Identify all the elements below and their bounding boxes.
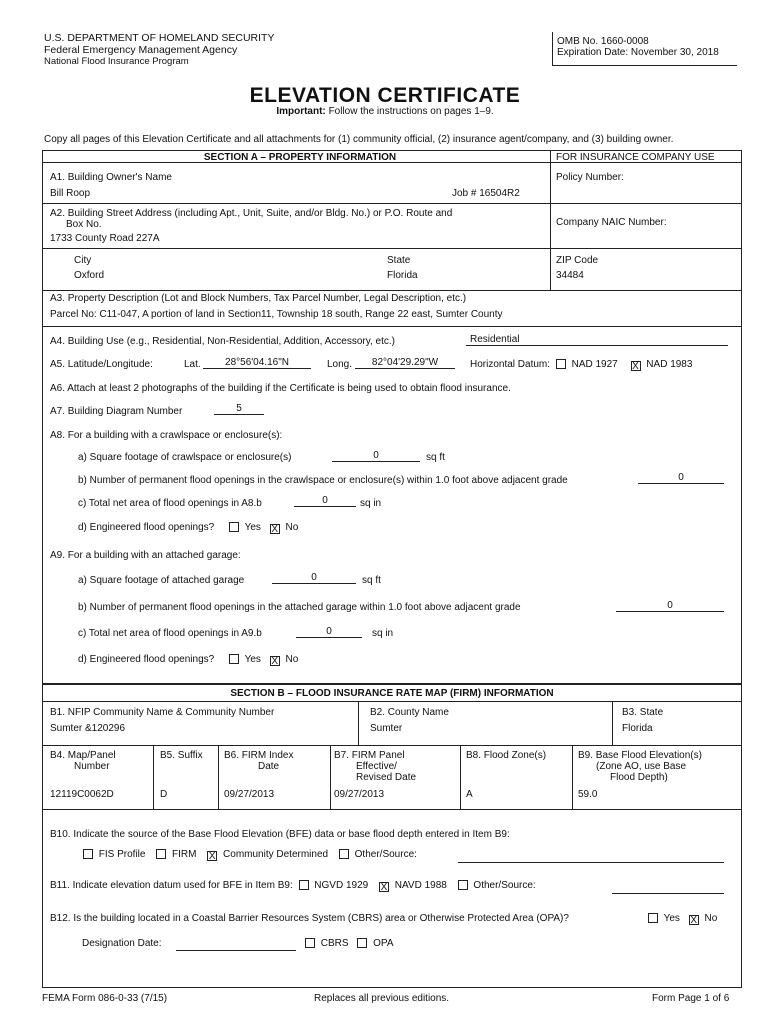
a8c-label: c) Total net area of flood openings in A8.b xyxy=(78,498,262,509)
divider xyxy=(218,745,219,809)
firm-label: FIRM xyxy=(172,849,197,860)
nad1927-checkbox[interactable] xyxy=(556,359,566,369)
zip-label: ZIP Code xyxy=(556,255,599,266)
a9d-yes-checkbox[interactable] xyxy=(229,654,239,664)
opa-checkbox[interactable] xyxy=(357,938,367,948)
no-label: No xyxy=(285,654,299,665)
insurance-use-title: FOR INSURANCE COMPANY USE xyxy=(556,152,715,163)
b8-flood-zone[interactable]: A xyxy=(466,789,473,800)
b5-suffix[interactable]: D xyxy=(160,789,168,800)
city-value[interactable]: Oxford xyxy=(74,270,105,281)
ngvd-label: NGVD 1929 xyxy=(314,880,369,891)
fis-checkbox[interactable] xyxy=(83,849,93,859)
a3-label: A3. Property Description (Lot and Block Numbers, Tax Parcel Number, Legal Description, etc.) xyxy=(50,293,467,304)
important-label: Important: xyxy=(276,106,326,117)
divider xyxy=(42,248,742,249)
datum-label: Horizontal Datum: xyxy=(470,359,551,370)
a7-diagram-number[interactable]: 5 xyxy=(214,403,264,415)
b9-label-cont2: Flood Depth) xyxy=(610,772,668,783)
a9b-value[interactable]: 0 xyxy=(616,600,724,612)
sqft-unit: sq ft xyxy=(426,452,445,463)
a8b-value[interactable]: 0 xyxy=(638,472,724,484)
a8a-label: a) Square footage of crawlspace or enclosure(s) xyxy=(78,452,292,463)
cbrs-checkbox[interactable] xyxy=(305,938,315,948)
other-source-label: Other/Source: xyxy=(354,849,417,860)
b4-label-cont: Number xyxy=(74,761,110,772)
a7-label: A7. Building Diagram Number xyxy=(50,406,183,417)
divider xyxy=(42,326,742,327)
divider xyxy=(42,809,742,810)
a8d-row xyxy=(78,522,298,534)
a6-instruction: A6. Attach at least 2 photographs of the building if the Certificate is being used to obtain flood insurance. xyxy=(50,383,511,394)
b7-panel-date[interactable]: 09/27/2013 xyxy=(334,789,385,800)
divider xyxy=(358,701,359,745)
b11-row xyxy=(50,880,536,892)
cbrs-opa-options xyxy=(302,938,394,949)
b10-options xyxy=(80,849,417,861)
b4-map-panel[interactable]: 12119C0062D xyxy=(50,789,114,800)
important-note xyxy=(0,106,770,117)
section-a-title: SECTION A – PROPERTY INFORMATION xyxy=(203,152,397,163)
b12-no-checkbox[interactable]: X xyxy=(690,915,698,926)
a2-label: A2. Building Street Address (including Apt., Unit, Suite, and/or Bldg. No.) or P.O. Route and xyxy=(50,208,453,219)
omb-number: OMB No. 1660-0008 xyxy=(557,36,649,47)
b1-label: B1. NFIP Community Name & Community Number xyxy=(50,707,275,718)
firm-checkbox[interactable] xyxy=(156,849,166,859)
b12-yes-checkbox[interactable] xyxy=(648,913,658,923)
divider xyxy=(550,150,551,290)
yes-label: Yes xyxy=(244,522,261,533)
designation-date-line[interactable] xyxy=(176,950,296,951)
a1-owner-name[interactable]: Bill Roop xyxy=(50,188,91,199)
b3-state[interactable]: Florida xyxy=(622,723,653,734)
b2-county[interactable]: Sumter xyxy=(370,723,403,734)
a9d-no-checkbox[interactable]: X xyxy=(271,656,279,667)
b11-other-line[interactable] xyxy=(612,893,724,894)
sqin-unit: sq in xyxy=(360,498,382,509)
divider xyxy=(42,203,742,204)
a9d-row xyxy=(78,654,298,666)
other-source-checkbox[interactable] xyxy=(339,849,349,859)
a9-label: A9. For a building with an attached garage: xyxy=(50,550,241,561)
a5-label: A5. Latitude/Longitude: xyxy=(50,359,153,370)
horizontal-datum-label xyxy=(470,359,692,371)
page-number: Form Page 1 of 6 xyxy=(652,993,730,1004)
nad1927-label: NAD 1927 xyxy=(571,359,618,370)
nad1983-label: NAD 1983 xyxy=(646,359,693,370)
b12-label: B12. Is the building located in a Coastal Barrier Resources System (CBRS) area or Otherwise Protected Area (OPA)? xyxy=(50,913,569,924)
naic-number-label[interactable]: Company NAIC Number: xyxy=(556,217,667,228)
yes-label: Yes xyxy=(244,654,261,665)
b11-label: B11. Indicate elevation datum used for BFE in Item B9: xyxy=(50,880,293,891)
form-number: FEMA Form 086-0-33 (7/15) xyxy=(42,993,168,1004)
b9-label-cont: (Zone AO, use Base xyxy=(596,761,687,772)
b10-label: B10. Indicate the source of the Base Flood Elevation (BFE) data or base flood depth entered in Item B9: xyxy=(50,829,510,840)
a4-building-use[interactable]: Residential xyxy=(466,334,728,346)
divider xyxy=(460,745,461,809)
b7-label: B7. FIRM Panel xyxy=(334,750,405,761)
a9c-value[interactable]: 0 xyxy=(296,626,362,638)
b8-label: B8. Flood Zone(s) xyxy=(466,750,547,761)
zip-value[interactable]: 34484 xyxy=(556,270,584,281)
copy-notice: Copy all pages of this Elevation Certificate and all attachments for (1) community official, (2) insurance agent/company, and (3) building owner. xyxy=(44,134,674,145)
b9-label: B9. Base Flood Elevation(s) xyxy=(578,750,702,761)
agency-name: Federal Emergency Management Agency xyxy=(44,43,238,56)
a8-label: A8. For a building with a crawlspace or enclosure(s): xyxy=(50,430,283,441)
b6-firm-index-date[interactable]: 09/27/2013 xyxy=(224,789,275,800)
other-source-line[interactable] xyxy=(458,862,724,863)
a8c-value[interactable]: 0 xyxy=(294,495,356,507)
divider xyxy=(42,683,742,685)
b3-label: B3. State xyxy=(622,707,664,718)
no-label: No xyxy=(704,913,718,924)
a8d-no-checkbox[interactable]: X xyxy=(271,524,279,535)
b6-label-cont: Date xyxy=(258,761,280,772)
program-name: National Flood Insurance Program xyxy=(44,56,189,67)
divider xyxy=(153,745,154,809)
b7-label-cont2: Revised Date xyxy=(356,772,417,783)
lat-label: Lat. xyxy=(184,359,201,370)
b2-label: B2. County Name xyxy=(370,707,449,718)
omb-box xyxy=(552,32,737,66)
divider xyxy=(612,701,613,745)
b12-options xyxy=(645,913,717,925)
sqft-unit: sq ft xyxy=(362,575,381,586)
long-label: Long. xyxy=(327,359,353,370)
state-value[interactable]: Florida xyxy=(387,270,418,281)
replaces-notice: Replaces all previous editions. xyxy=(314,993,450,1004)
a3-property-description[interactable]: Parcel No: C11-047, A portion of land in Section11, Township 18 south, Range 22 east, Sumter County xyxy=(50,309,503,320)
yes-label: Yes xyxy=(663,913,680,924)
a9c-label: c) Total net area of flood openings in A9.b xyxy=(78,628,262,639)
a9a-label: a) Square footage of attached garage xyxy=(78,575,245,586)
longitude-value[interactable]: 82°04'29.29"W xyxy=(355,357,455,369)
a9b-label: b) Number of permanent flood openings in the attached garage within 1.0 foot above adjacent grade xyxy=(78,602,521,613)
b11-other-label: Other/Source: xyxy=(473,880,536,891)
divider xyxy=(42,290,742,291)
b1-community[interactable]: Sumter &120296 xyxy=(50,723,126,734)
a8d-label: d) Engineered flood openings? xyxy=(78,522,215,533)
policy-number-label[interactable]: Policy Number: xyxy=(556,172,624,183)
b7-label-cont: Effective/ xyxy=(356,761,397,772)
designation-label: Designation Date: xyxy=(82,938,162,949)
divider xyxy=(42,745,742,746)
form-title: ELEVATION CERTIFICATE xyxy=(249,84,521,107)
job-number: Job # 16504R2 xyxy=(452,188,520,199)
a2-label-cont: Box No. xyxy=(66,219,102,230)
opa-label: OPA xyxy=(373,938,394,949)
dept-name: U.S. DEPARTMENT OF HOMELAND SECURITY xyxy=(44,32,275,44)
b11-other-checkbox[interactable] xyxy=(458,880,468,890)
important-text: Follow the instructions on pages 1–9. xyxy=(328,106,494,117)
latitude-value[interactable]: 28°56'04.16"N xyxy=(203,357,311,369)
a8b-label: b) Number of permanent flood openings in the crawlspace or enclosure(s) within 1.0 foot above adjacent grade xyxy=(78,475,568,486)
cbrs-label: CBRS xyxy=(320,938,349,949)
a4-label: A4. Building Use (e.g., Residential, Non-Residential, Addition, Accessory, etc.) xyxy=(50,336,395,347)
nad1983-checkbox[interactable]: X xyxy=(632,361,639,372)
divider xyxy=(572,745,573,809)
ngvd-checkbox[interactable] xyxy=(299,880,309,890)
b9-bfe[interactable]: 59.0 xyxy=(578,789,598,800)
navd-label: NAVD 1988 xyxy=(394,880,447,891)
a8a-value[interactable]: 0 xyxy=(332,450,420,462)
a2-street-address[interactable]: 1733 County Road 227A xyxy=(50,233,160,244)
a8d-yes-checkbox[interactable] xyxy=(229,522,239,532)
expiration-date: Expiration Date: November 30, 2018 xyxy=(557,47,719,58)
agency-header xyxy=(44,33,274,68)
no-label: No xyxy=(285,522,299,533)
b5-label: B5. Suffix xyxy=(160,750,203,761)
navd-checkbox[interactable]: X xyxy=(380,882,388,893)
a9d-label: d) Engineered flood openings? xyxy=(78,654,215,665)
a9a-value[interactable]: 0 xyxy=(272,572,356,584)
city-label: City xyxy=(74,255,92,266)
a1-label: A1. Building Owner's Name xyxy=(50,172,172,183)
community-checkbox[interactable]: X xyxy=(208,851,216,862)
b4-label: B4. Map/Panel xyxy=(50,750,116,761)
fis-label: FIS Profile xyxy=(98,849,146,860)
state-label: State xyxy=(387,255,411,266)
community-label: Community Determined xyxy=(223,849,329,860)
section-b-title: SECTION B – FLOOD INSURANCE RATE MAP (FIRM) INFORMATION xyxy=(230,688,554,699)
sqin-unit: sq in xyxy=(372,628,394,639)
b6-label: B6. FIRM Index xyxy=(224,750,294,761)
divider xyxy=(42,701,742,702)
divider xyxy=(330,745,331,809)
